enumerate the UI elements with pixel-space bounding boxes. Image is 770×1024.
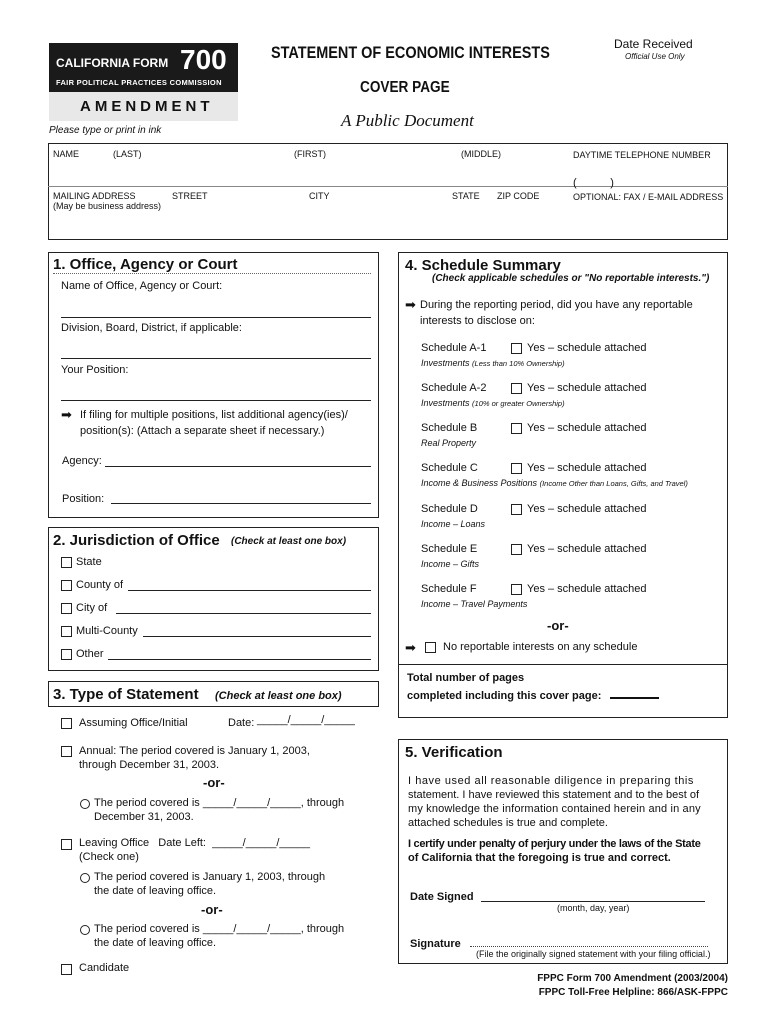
additional-position-label: Position: [62,493,105,505]
assuming-date-label: Date: [228,717,255,729]
additional-agency-input[interactable] [105,466,371,467]
street-label: STREET [172,191,208,201]
amendment-label: AMENDMENT [80,98,214,115]
perjury-statement: I certify under penalty of perjury under the laws of the State [408,838,701,850]
schedule-desc-main: Income & Business Positions [421,478,538,488]
optional-contact-input[interactable] [572,212,724,236]
schedule-name: Schedule E [421,543,478,555]
reportable-question-2: interests to disclose on: [420,315,535,327]
schedule-yes-checkbox[interactable] [511,504,522,515]
total-pages-input[interactable] [610,697,659,699]
assuming-office-label: Assuming Office/Initial [79,717,188,729]
schedule-yes-checkbox[interactable] [511,383,522,394]
schedule-name: Schedule C [421,462,478,474]
schedule-description [421,599,527,609]
middle-name-label: (MIDDLE) [461,149,501,159]
other-checkbox[interactable] [61,649,72,660]
office-name-input[interactable] [61,317,371,318]
multiple-positions-note-2: position(s): (Attach a separate sheet if necessary.) [80,425,325,437]
schedule-description [421,398,565,408]
schedule-desc-small: (Less than 10% Ownership) [472,359,565,368]
schedule-name: Schedule A-1 [421,342,487,354]
date-signed-label: Date Signed [410,891,474,903]
county-option-label: County of [76,579,124,591]
multi-county-option-label: Multi-County [76,625,138,637]
name-label: NAME [53,149,80,159]
mailing-address-note: (May be business address) [53,201,162,211]
city-input[interactable] [116,613,371,614]
schedule-description [421,559,479,569]
schedule-yes-label: Yes – schedule attached [527,342,647,354]
schedule-yes-checkbox[interactable] [511,544,522,555]
section3-title: 3. Type of Statement [53,686,199,703]
schedule-desc-main: Investments [421,398,470,408]
leaving-period-b-radio[interactable] [80,925,90,935]
section3-note: (Check at least one box) [215,690,342,702]
period-covered-radio[interactable] [80,799,90,809]
total-pages-label-2: completed including this cover page: [407,690,602,702]
schedule-yes-label: Yes – schedule attached [527,583,647,595]
leaving-office-checkbox[interactable] [61,839,72,850]
schedule-desc-main: Income – Loans [421,519,486,529]
schedule-description [421,519,485,529]
signature-note: (File the originally signed statement with your filing official.) [476,949,711,959]
phone-area-code: ( ) [573,177,614,189]
form-number: 700 [180,44,227,75]
date-signed-input[interactable] [481,901,705,902]
schedule-desc-small: (Income Other than Loans, Gifts, and Travel) [539,479,688,488]
schedule-yes-checkbox[interactable] [511,423,522,434]
arrow-icon: ➡ [405,640,416,655]
assuming-date-input[interactable]: _____/_____/_____ [257,714,355,726]
verification-text-3: my knowledge the information contained herein and in any [408,803,701,815]
multi-county-checkbox[interactable] [61,626,72,637]
leaving-period-b-label-2: the date of leaving office. [94,937,217,949]
signature-input[interactable] [470,946,708,947]
last-name-label: (LAST) [113,149,142,159]
candidate-checkbox[interactable] [61,964,72,975]
schedule-name: Schedule A-2 [421,382,487,394]
form-title: STATEMENT OF ECONOMIC INTERESTS [271,43,550,62]
mailing-address-label: MAILING ADDRESS [53,191,136,201]
section2-title: 2. Jurisdiction of Office [53,532,220,549]
leaving-period-a-radio[interactable] [80,873,90,883]
date-format-hint: (month, day, year) [557,903,630,913]
first-name-label: (FIRST) [294,149,326,159]
zip-label: ZIP CODE [497,191,540,201]
state-checkbox[interactable] [61,557,72,568]
county-checkbox[interactable] [61,580,72,591]
schedule-description [421,438,476,448]
verification-text-1: I have used all reasonable diligence in preparing this [408,775,694,787]
or-separator: -or- [203,775,225,790]
state-label: STATE [452,191,480,201]
perjury-statement-2: of California that the foregoing is true and correct. [408,852,671,864]
period-covered-label: The period covered is _____/_____/_____, through [94,797,345,809]
no-reportable-label: No reportable interests on any schedule [443,641,638,653]
footer-form-version: FPPC Form 700 Amendment (2003/2004) [537,973,728,984]
schedule-description [421,478,688,488]
public-document-title: A Public Document [341,111,474,130]
schedule-desc-main: Investments [421,358,470,368]
schedule-yes-label: Yes – schedule attached [527,382,647,394]
schedule-name: Schedule D [421,503,478,515]
period-covered-label-2: December 31, 2003. [94,811,194,823]
annual-label: Annual: The period covered is January 1, 2003, [79,745,310,757]
verification-text-4: attached schedules is true and complete. [408,817,608,829]
division-input[interactable] [61,358,371,359]
multi-county-input[interactable] [143,636,371,637]
schedule-desc-small: (10% or greater Ownership) [472,399,565,408]
city-label: CITY [309,191,330,201]
county-input[interactable] [128,590,371,591]
schedule-desc-main: Income – Gifts [421,559,480,569]
leaving-period-a-label-2: the date of leaving office. [94,885,217,897]
reportable-question: During the reporting period, did you have any reportable [420,299,693,311]
state-option-label: State [76,556,102,568]
section5-title: 5. Verification [405,744,503,761]
form-name: CALIFORNIA FORM [56,56,169,70]
total-pages-label: Total number of pages [407,672,525,684]
section4-title: 4. Schedule Summary [405,257,561,274]
multiple-positions-note: If filing for multiple positions, list additional agency(ies)/ [80,409,348,421]
or-separator-3: -or- [547,618,569,633]
office-name-label: Name of Office, Agency or Court: [61,280,223,292]
cover-page-title: COVER PAGE [360,79,450,96]
name-input[interactable] [52,161,564,183]
schedule-desc-main: Real Property [421,438,477,448]
annual-label-2: through December 31, 2003. [79,759,220,771]
schedule-name: Schedule F [421,583,477,595]
schedule-desc-main: Income – Travel Payments [421,599,528,609]
no-reportable-checkbox[interactable] [425,642,436,653]
schedule-name: Schedule B [421,422,478,434]
phone-input[interactable] [572,161,724,183]
city-checkbox[interactable] [61,603,72,614]
signature-label: Signature [410,938,461,950]
arrow-icon: ➡ [405,297,416,312]
print-instruction: Please type or print in ink [49,125,162,136]
schedule-yes-checkbox[interactable] [511,584,522,595]
footer-helpline: FPPC Toll-Free Helpline: 866/ASK-FPPC [538,987,728,998]
schedule-yes-label: Yes – schedule attached [527,543,647,555]
candidate-label: Candidate [79,962,130,974]
section1-title: 1. Office, Agency or Court [53,256,238,273]
schedule-yes-checkbox[interactable] [511,463,522,474]
official-use-label: Official Use Only [625,52,685,61]
schedule-yes-label: Yes – schedule attached [527,503,647,515]
schedule-description [421,358,565,368]
position-label: Your Position: [61,364,129,376]
assuming-office-checkbox[interactable] [61,718,72,729]
arrow-icon: ➡ [61,407,72,422]
phone-label: DAYTIME TELEPHONE NUMBER [573,150,711,160]
or-separator-2: -or- [201,902,223,917]
optional-contact-label: OPTIONAL: FAX / E-MAIL ADDRESS [573,192,724,202]
position-input[interactable] [61,400,371,401]
date-received-label: Date Received [614,37,693,51]
city-option-label: City of [76,602,108,614]
leaving-period-b-label: The period covered is _____/_____/_____, through [94,923,345,935]
mailing-address-input[interactable] [52,212,564,236]
annual-checkbox[interactable] [61,746,72,757]
section2-note: (Check at least one box) [231,536,347,547]
other-option-label: Other [76,648,104,660]
additional-position-input[interactable] [111,503,371,504]
division-label: Division, Board, District, if applicable: [61,322,242,334]
check-one-label: (Check one) [79,851,139,863]
additional-agency-label: Agency: [62,455,102,467]
verification-text-2: statement. I have reviewed this statement and to the best of [408,789,700,801]
leaving-period-a-label: The period covered is January 1, 2003, through [94,871,326,883]
commission-name: FAIR POLITICAL PRACTICES COMMISSION [56,78,222,87]
schedule-yes-label: Yes – schedule attached [527,462,647,474]
other-input[interactable] [108,659,371,660]
schedule-yes-checkbox[interactable] [511,343,522,354]
section4-note: (Check applicable schedules or "No reportable interests.") [432,273,710,284]
schedule-yes-label: Yes – schedule attached [527,422,647,434]
leaving-office-label: Leaving Office Date Left: _____/_____/_____ [79,837,310,849]
